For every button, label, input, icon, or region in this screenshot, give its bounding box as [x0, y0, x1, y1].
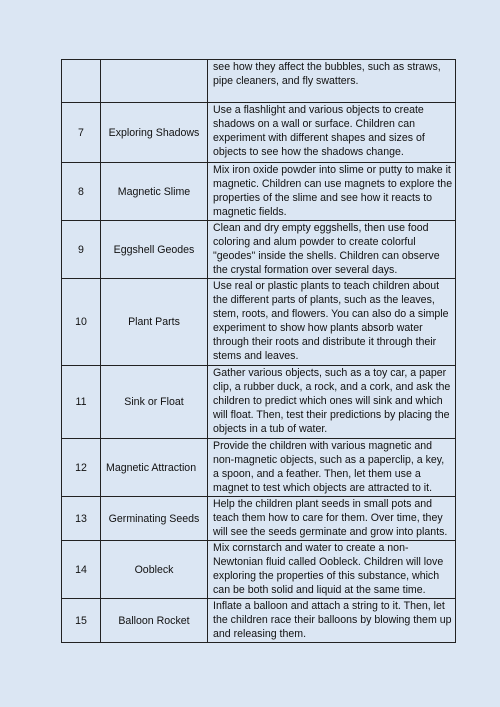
activity-name [101, 60, 208, 103]
table-row [62, 103, 456, 163]
table-row [62, 221, 456, 279]
activity-description: Provide the children with various magnetic and non-magnetic objects, such as a paperclip, a key, a spoon, and a feather. Then, let them use a magnet to test which objects are attracted to it. [208, 439, 456, 497]
activity-name: Eggshell Geodes [101, 221, 208, 279]
activities-table [61, 59, 456, 643]
activity-number: 8 [62, 163, 101, 221]
table-row [62, 279, 456, 366]
table-row [62, 599, 456, 643]
activity-name: Magnetic Attraction [101, 439, 208, 497]
activity-number: 9 [62, 221, 101, 279]
table-row [62, 439, 456, 497]
activity-number [62, 60, 101, 103]
activity-name: Balloon Rocket [101, 599, 208, 643]
activity-description: Inflate a balloon and attach a string to it. Then, let the children race their balloons by blowing them up and releasing them. [208, 599, 456, 643]
activity-name: Plant Parts [101, 279, 208, 366]
activity-name: Magnetic Slime [101, 163, 208, 221]
activity-description: Mix cornstarch and water to create a non-Newtonian fluid called Oobleck. Children will love exploring the properties of this substance, which can be both solid and liquid at the same time. [208, 541, 456, 599]
activity-number: 7 [62, 103, 101, 163]
activity-description: Use real or plastic plants to teach children about the different parts of plants, such as the leaves, stem, roots, and flowers. You can also do a simple experiment to show how plants absorb water through their roots and distribute it through their stems and leaves. [208, 279, 456, 366]
table-row [62, 497, 456, 541]
activity-description: Use a flashlight and various objects to create shadows on a wall or surface. Children can experiment with different shapes and sizes of objects to see how the shadows change. [208, 103, 456, 163]
activity-description: Gather various objects, such as a toy car, a paper clip, a rubber duck, a rock, and a cork, and ask the children to predict which ones will sink and which will float. Then, test their predictions by placing the objects in a tub of water. [208, 366, 456, 439]
activity-description: Mix iron oxide powder into slime or putty to make it magnetic. Children can use magnets to explore the properties of the slime and see how it reacts to magnetic fields. [208, 163, 456, 221]
table-row [62, 163, 456, 221]
activity-name: Sink or Float [101, 366, 208, 439]
activity-number: 14 [62, 541, 101, 599]
activity-number: 10 [62, 279, 101, 366]
table-row [62, 60, 456, 103]
activity-name: Oobleck [101, 541, 208, 599]
activity-number: 15 [62, 599, 101, 643]
table-row [62, 366, 456, 439]
activity-number: 13 [62, 497, 101, 541]
activity-description: see how they affect the bubbles, such as straws, pipe cleaners, and fly swatters. [208, 60, 456, 103]
activity-number: 11 [62, 366, 101, 439]
activity-name: Germinating Seeds [101, 497, 208, 541]
activity-number: 12 [62, 439, 101, 497]
activity-name: Exploring Shadows [101, 103, 208, 163]
activity-description: Clean and dry empty eggshells, then use food coloring and alum powder to create colorful "geodes" inside the shells. Children can observe the crystal formation over several days. [208, 221, 456, 279]
activity-description: Help the children plant seeds in small pots and teach them how to care for them. Over time, they will see the seeds germinate and grow into plants. [208, 497, 456, 541]
table-row [62, 541, 456, 599]
